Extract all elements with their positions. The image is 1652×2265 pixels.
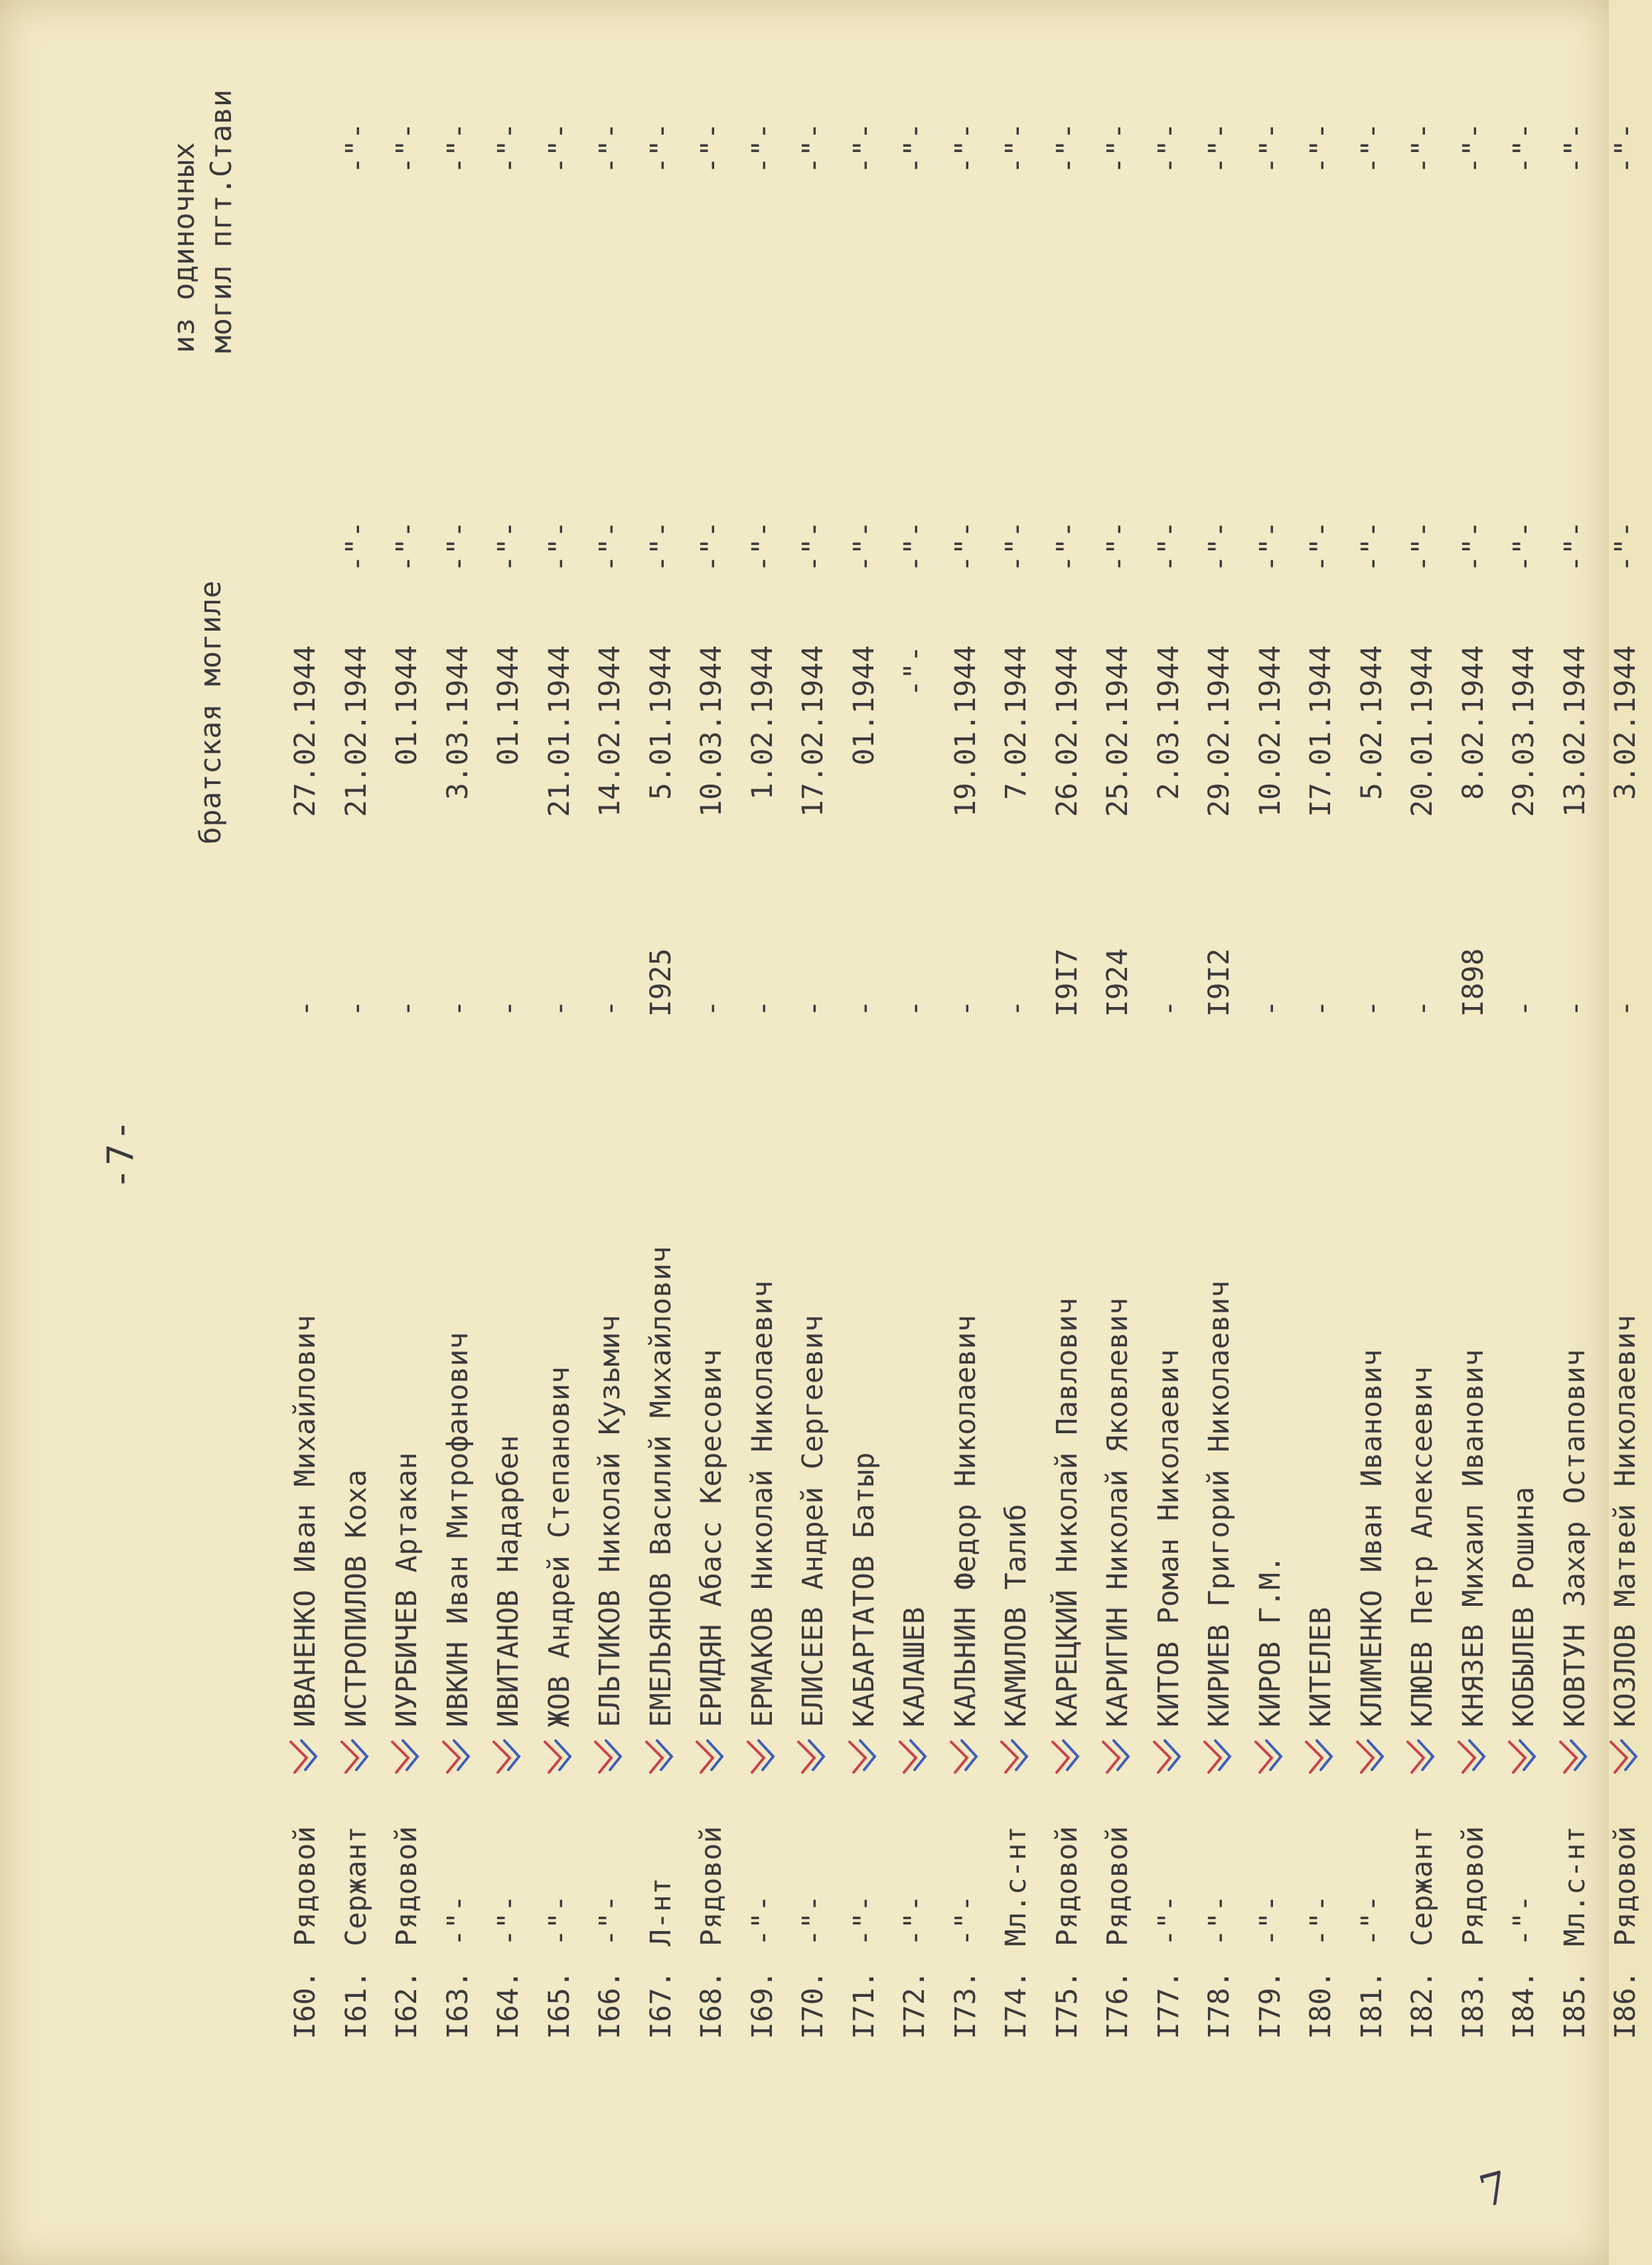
burial-place: -"- — [847, 520, 881, 572]
entry-number: I68. — [695, 1970, 728, 2039]
soldier-name: КЛЮЕВ Петр Алексеевич — [1406, 1366, 1439, 1727]
entry-number: I82. — [1406, 1970, 1439, 2039]
reburial-note: -"- — [1355, 122, 1389, 174]
rank: -"- — [1253, 1895, 1287, 1946]
check-red-stroke — [1306, 1742, 1322, 1772]
rank: Рядовой — [1050, 1826, 1084, 1946]
table-row — [1244, 0, 1297, 2265]
burial-place: -"- — [1304, 520, 1337, 572]
death-date: 29.02.1944 — [1203, 645, 1236, 817]
death-date: 14.02.1944 — [593, 645, 627, 817]
burial-place: -"- — [1355, 520, 1389, 572]
table-row — [787, 0, 840, 2265]
rank: -"- — [796, 1895, 830, 1946]
birth-year: - — [339, 1000, 373, 1017]
reburial-note: -"- — [390, 122, 423, 174]
soldier-name: КОЗЛОВ Матвей Николаевич — [1609, 1314, 1642, 1727]
soldier-name: ИВАНЕНКО Иван Михайлович — [289, 1314, 322, 1727]
entry-number: I73. — [948, 1970, 982, 2039]
rank: -"- — [948, 1895, 982, 1946]
death-date: 17.02.1944 — [796, 645, 830, 817]
soldier-name: ЕРМАКОВ Николай Николаевич — [745, 1280, 779, 1727]
soldier-name: КИРОВ Г.М. — [1253, 1555, 1287, 1727]
check-mark-icon — [583, 1737, 637, 1776]
soldier-name: КАМИЛОВ Талиб — [1000, 1504, 1033, 1727]
death-date: 25.02.1944 — [1101, 645, 1134, 817]
check-mark-icon — [1447, 1737, 1500, 1776]
birth-year: - — [1304, 1000, 1337, 1017]
death-date: 10.03.1944 — [695, 645, 728, 817]
death-date: 19.01.1944 — [948, 645, 982, 817]
entry-number: I76. — [1101, 1970, 1134, 2039]
death-date: 2.03.1944 — [1152, 645, 1185, 800]
soldier-name: ЕЛИСЕЕВ Андрей Сергеевич — [796, 1314, 830, 1727]
birth-year: - — [289, 1000, 322, 1017]
check-red-stroke — [443, 1742, 459, 1772]
check-mark-icon — [1142, 1737, 1195, 1776]
reburial-note: -"- — [593, 122, 627, 174]
rank: -"- — [1152, 1895, 1185, 1946]
rank: -"- — [1304, 1895, 1337, 1946]
soldier-name: КАРИГИН Николай Яковлевич — [1101, 1297, 1134, 1727]
burial-place: -"- — [948, 520, 982, 572]
soldier-name: КНЯЗЕВ Михаил Иванович — [1456, 1349, 1490, 1727]
burial-place: -"- — [593, 520, 627, 572]
birth-year: - — [593, 1000, 627, 1017]
reburial-note: -"- — [1609, 122, 1642, 174]
header-single-graves-line2: могил пгт.Стави — [204, 89, 238, 353]
death-date: 8.02.1944 — [1456, 645, 1490, 800]
check-red-stroke — [1205, 1742, 1221, 1772]
entry-number: I69. — [745, 1970, 779, 2039]
burial-place: -"- — [695, 520, 728, 572]
entry-number: I60. — [289, 1970, 322, 2039]
death-date: 29.03.1944 — [1507, 645, 1540, 817]
check-mark-icon — [939, 1737, 992, 1776]
reburial-note: -"- — [1253, 122, 1287, 174]
table-row — [1193, 0, 1246, 2265]
birth-year: - — [1507, 1000, 1540, 1017]
burial-place: -"- — [1456, 520, 1490, 572]
birth-year: - — [948, 1000, 982, 1017]
entry-number: I61. — [339, 1970, 373, 2039]
check-red-stroke — [1154, 1742, 1170, 1772]
rank: Мл.с-нт — [1558, 1826, 1592, 1946]
table-row — [583, 0, 637, 2265]
check-mark-icon — [787, 1737, 840, 1776]
rank: Рядовой — [390, 1826, 423, 1946]
check-mark-icon — [990, 1737, 1043, 1776]
birth-year: I898 — [1456, 948, 1490, 1017]
table-row — [533, 0, 586, 2265]
table-row — [1599, 0, 1652, 2265]
table-row — [1548, 0, 1602, 2265]
rank: -"- — [593, 1895, 627, 1946]
entry-number: I77. — [1152, 1970, 1185, 2039]
check-red-stroke — [1256, 1742, 1272, 1772]
check-mark-icon — [635, 1737, 688, 1776]
check-mark-icon — [279, 1737, 332, 1776]
rank: Рядовой — [695, 1826, 728, 1946]
reburial-note: -"- — [1558, 122, 1592, 174]
death-date: I7.01.1944 — [1304, 645, 1337, 817]
soldier-name: КОБЫЛЕВ Рошина — [1507, 1486, 1540, 1727]
reburial-note: -"- — [1507, 122, 1540, 174]
entry-number: I74. — [1000, 1970, 1033, 2039]
check-red-stroke — [697, 1742, 713, 1772]
burial-place: -"- — [1253, 520, 1287, 572]
birth-year: - — [441, 1000, 475, 1017]
check-red-stroke — [646, 1742, 662, 1772]
header-mass-grave: братская могиле — [194, 580, 228, 844]
check-mark-icon — [888, 1737, 941, 1776]
handwritten-mark: 7 — [1473, 2161, 1515, 2219]
check-mark-icon — [1091, 1737, 1144, 1776]
check-red-stroke — [748, 1742, 764, 1772]
burial-place: -"- — [1000, 520, 1033, 572]
rank: -"- — [492, 1895, 525, 1946]
burial-place: -"- — [339, 520, 373, 572]
reburial-note: -"- — [492, 122, 525, 174]
burial-place: -"- — [796, 520, 830, 572]
check-red-stroke — [1408, 1742, 1424, 1772]
death-date: 5.01.1944 — [644, 645, 678, 800]
birth-year: - — [1152, 1000, 1185, 1017]
entry-number: I66. — [593, 1970, 627, 2039]
death-date: 7.02.1944 — [1000, 645, 1033, 800]
birth-year: - — [1355, 1000, 1389, 1017]
reburial-note: -"- — [1050, 122, 1084, 174]
burial-place: -"- — [1558, 520, 1592, 572]
burial-place: -"- — [1507, 520, 1540, 572]
soldier-name: ИВКИН Иван Митрофанович — [441, 1332, 475, 1727]
check-red-stroke — [595, 1742, 611, 1772]
table-row — [939, 0, 992, 2265]
rank: -"- — [1355, 1895, 1389, 1946]
rank: -"- — [441, 1895, 475, 1946]
burial-place: -"- — [542, 520, 576, 572]
death-date: 5.02.1944 — [1355, 645, 1389, 800]
birth-year: - — [1406, 1000, 1439, 1017]
soldier-name: ЕРИДЯН Абасс Кересович — [695, 1349, 728, 1727]
birth-year: - — [542, 1000, 576, 1017]
death-date: 3.03.1944 — [441, 645, 475, 800]
soldier-name: КОВТУН Захар Остапович — [1558, 1349, 1592, 1727]
reburial-note: -"- — [898, 122, 931, 174]
entry-number: I67. — [644, 1970, 678, 2039]
entry-number: I81. — [1355, 1970, 1389, 2039]
rank: -"- — [542, 1895, 576, 1946]
soldier-name: КИТЕЛЕВ — [1304, 1606, 1337, 1727]
birth-year: - — [492, 1000, 525, 1017]
burial-place: -"- — [441, 520, 475, 572]
table-row — [1497, 0, 1550, 2265]
check-red-stroke — [1611, 1742, 1627, 1772]
entry-number: I71. — [847, 1970, 881, 2039]
entry-number: I83. — [1456, 1970, 1490, 2039]
check-mark-icon — [1244, 1737, 1297, 1776]
reburial-note: -"- — [948, 122, 982, 174]
death-date: 21.02.1944 — [339, 645, 373, 817]
entry-number: I70. — [796, 1970, 830, 2039]
check-mark-icon — [1345, 1737, 1398, 1776]
check-red-stroke — [545, 1742, 561, 1772]
death-date: 3.02.1944 — [1609, 645, 1642, 800]
burial-place: -"- — [1050, 520, 1084, 572]
birth-year: I924 — [1101, 948, 1134, 1017]
table-row — [1396, 0, 1449, 2265]
table-row — [1041, 0, 1094, 2265]
check-red-stroke — [494, 1742, 510, 1772]
birth-year: - — [390, 1000, 423, 1017]
check-mark-icon — [1396, 1737, 1449, 1776]
death-date: 1.02.1944 — [745, 645, 779, 800]
rank: Рядовой — [1101, 1826, 1134, 1946]
rank: -"- — [1507, 1895, 1540, 1946]
reburial-note: -"- — [745, 122, 779, 174]
entry-number: I72. — [898, 1970, 931, 2039]
birth-year: - — [1609, 1000, 1642, 1017]
entry-number: I64. — [492, 1970, 525, 2039]
check-mark-icon — [431, 1737, 485, 1776]
check-mark-icon — [1548, 1737, 1602, 1776]
table-row — [482, 0, 535, 2265]
rank: Рядовой — [1456, 1826, 1490, 1946]
rank: Рядовой — [1609, 1826, 1642, 1946]
check-mark-icon — [330, 1737, 383, 1776]
check-red-stroke — [1459, 1742, 1475, 1772]
burial-place: -"- — [1101, 520, 1134, 572]
burial-place: -"- — [644, 520, 678, 572]
check-red-stroke — [342, 1742, 358, 1772]
check-mark-icon — [685, 1737, 738, 1776]
check-red-stroke — [392, 1742, 408, 1772]
reburial-note: -"- — [847, 122, 881, 174]
entry-number: I78. — [1203, 1970, 1236, 2039]
check-mark-icon — [533, 1737, 586, 1776]
table-row — [1294, 0, 1347, 2265]
birth-year: - — [695, 1000, 728, 1017]
table-row — [685, 0, 738, 2265]
soldier-name: ИВИТАНОВ Надарбен — [492, 1435, 525, 1727]
soldier-name: КИРИЕВ Григорий Николаевич — [1203, 1280, 1236, 1727]
death-date: 13.02.1944 — [1558, 645, 1592, 817]
reburial-note: -"- — [339, 122, 373, 174]
check-mark-icon — [838, 1737, 891, 1776]
check-red-stroke — [951, 1742, 967, 1772]
reburial-note: -"- — [1456, 122, 1490, 174]
soldier-name: КАЛАШЕВ — [898, 1606, 931, 1727]
burial-place: -"- — [745, 520, 779, 572]
reburial-note: -"- — [441, 122, 475, 174]
soldier-name: ЕЛЬТИКОВ Николай Кузьмич — [593, 1314, 627, 1727]
burial-place: -"- — [898, 520, 931, 572]
check-red-stroke — [850, 1742, 865, 1772]
check-mark-icon — [380, 1737, 433, 1776]
table-row — [1447, 0, 1500, 2265]
birth-year: - — [1000, 1000, 1033, 1017]
death-date: 26.02.1944 — [1050, 645, 1084, 817]
check-mark-icon — [1193, 1737, 1246, 1776]
table-row — [330, 0, 383, 2265]
entry-number: I62. — [390, 1970, 423, 2039]
reburial-note: -"- — [1406, 122, 1439, 174]
reburial-note: -"- — [796, 122, 830, 174]
check-red-stroke — [1053, 1742, 1069, 1772]
page-number: -7- — [100, 1117, 141, 1190]
birth-year: - — [1253, 1000, 1287, 1017]
table-row — [1345, 0, 1398, 2265]
birth-year: I925 — [644, 948, 678, 1017]
table-row — [1091, 0, 1144, 2265]
table-row — [838, 0, 891, 2265]
entry-number: I85. — [1558, 1970, 1592, 2039]
entry-number: I86. — [1609, 1970, 1642, 2039]
rank: Сержант — [1406, 1826, 1439, 1946]
birth-year: I9I2 — [1203, 948, 1236, 1017]
birth-year: - — [796, 1000, 830, 1017]
reburial-note: -"- — [1203, 122, 1236, 174]
check-mark-icon — [1041, 1737, 1094, 1776]
reburial-note: -"- — [1304, 122, 1337, 174]
rank: -"- — [898, 1895, 931, 1946]
reburial-note: -"- — [1101, 122, 1134, 174]
birth-year: - — [847, 1000, 881, 1017]
rank: -"- — [1203, 1895, 1236, 1946]
check-mark-icon — [736, 1737, 789, 1776]
soldier-name: ИУРБИЧЕВ Артакан — [390, 1452, 423, 1727]
entry-number: I79. — [1253, 1970, 1287, 2039]
death-date: 01.1944 — [847, 645, 881, 766]
birth-year: - — [745, 1000, 779, 1017]
soldier-name: ЖОВ Андрей Степанович — [542, 1366, 576, 1727]
death-date: 10.02.1944 — [1253, 645, 1287, 817]
check-mark-icon — [1294, 1737, 1347, 1776]
death-date: 21.01.1944 — [542, 645, 576, 817]
birth-year: - — [1558, 1000, 1592, 1017]
table-row — [990, 0, 1043, 2265]
rank: Мл.с-нт — [1000, 1826, 1033, 1946]
soldier-name: КАЛЬНИН Федор Николаевич — [948, 1314, 982, 1727]
soldier-name: КЛИМЕНКО Иван Иванович — [1355, 1349, 1389, 1727]
entry-number: I80. — [1304, 1970, 1337, 2039]
table-row — [736, 0, 789, 2265]
rank: Л-нт — [644, 1877, 678, 1946]
table-row — [431, 0, 485, 2265]
rank: Рядовой — [289, 1826, 322, 1946]
death-date: 20.01.1944 — [1406, 645, 1439, 817]
rank: -"- — [847, 1895, 881, 1946]
reburial-note: -"- — [644, 122, 678, 174]
check-red-stroke — [1560, 1742, 1576, 1772]
check-red-stroke — [1002, 1742, 1017, 1772]
soldier-name: КАРЕЦКИЙ Николай Павлович — [1050, 1297, 1084, 1727]
reburial-note: -"- — [1000, 122, 1033, 174]
death-date: 01.1944 — [492, 645, 525, 766]
death-date: 27.02.1944 — [289, 645, 322, 817]
entry-number: I84. — [1507, 1970, 1540, 2039]
reburial-note: -"- — [1152, 122, 1185, 174]
check-mark-icon — [1497, 1737, 1550, 1776]
death-date: -"- — [898, 645, 931, 697]
table-row — [888, 0, 941, 2265]
check-red-stroke — [900, 1742, 916, 1772]
table-row — [279, 0, 332, 2265]
soldier-name: КАБАРТАТОВ Батыр — [847, 1452, 881, 1727]
soldier-name: КИТОВ Роман Николаевич — [1152, 1349, 1185, 1727]
check-mark-icon — [482, 1737, 535, 1776]
header-single-graves-line1: из одиночных — [167, 142, 201, 353]
burial-place: -"- — [1609, 520, 1642, 572]
birth-year: - — [898, 1000, 931, 1017]
burial-place: -"- — [1152, 520, 1185, 572]
soldier-name: ИСТРОПИЛОВ Коха — [339, 1469, 373, 1727]
check-red-stroke — [291, 1742, 307, 1772]
table-row — [1142, 0, 1195, 2265]
burial-place: -"- — [390, 520, 423, 572]
entry-number: I63. — [441, 1970, 475, 2039]
check-red-stroke — [1509, 1742, 1525, 1772]
rank: -"- — [745, 1895, 779, 1946]
check-red-stroke — [1357, 1742, 1373, 1772]
table-row — [380, 0, 433, 2265]
burial-place: -"- — [1203, 520, 1236, 572]
birth-year: I9I7 — [1050, 948, 1084, 1017]
burial-place: -"- — [492, 520, 525, 572]
check-mark-icon — [1599, 1737, 1652, 1776]
table-row — [635, 0, 688, 2265]
check-red-stroke — [798, 1742, 814, 1772]
check-red-stroke — [1103, 1742, 1119, 1772]
soldier-name: ЕМЕЛЬЯНОВ Василий Михайлович — [644, 1246, 678, 1727]
reburial-note: -"- — [542, 122, 576, 174]
entry-number: I65. — [542, 1970, 576, 2039]
reburial-note: -"- — [695, 122, 728, 174]
entry-number: I75. — [1050, 1970, 1084, 2039]
death-date: 01.1944 — [390, 645, 423, 766]
burial-place: -"- — [1406, 520, 1439, 572]
rank: Сержант — [339, 1826, 373, 1946]
